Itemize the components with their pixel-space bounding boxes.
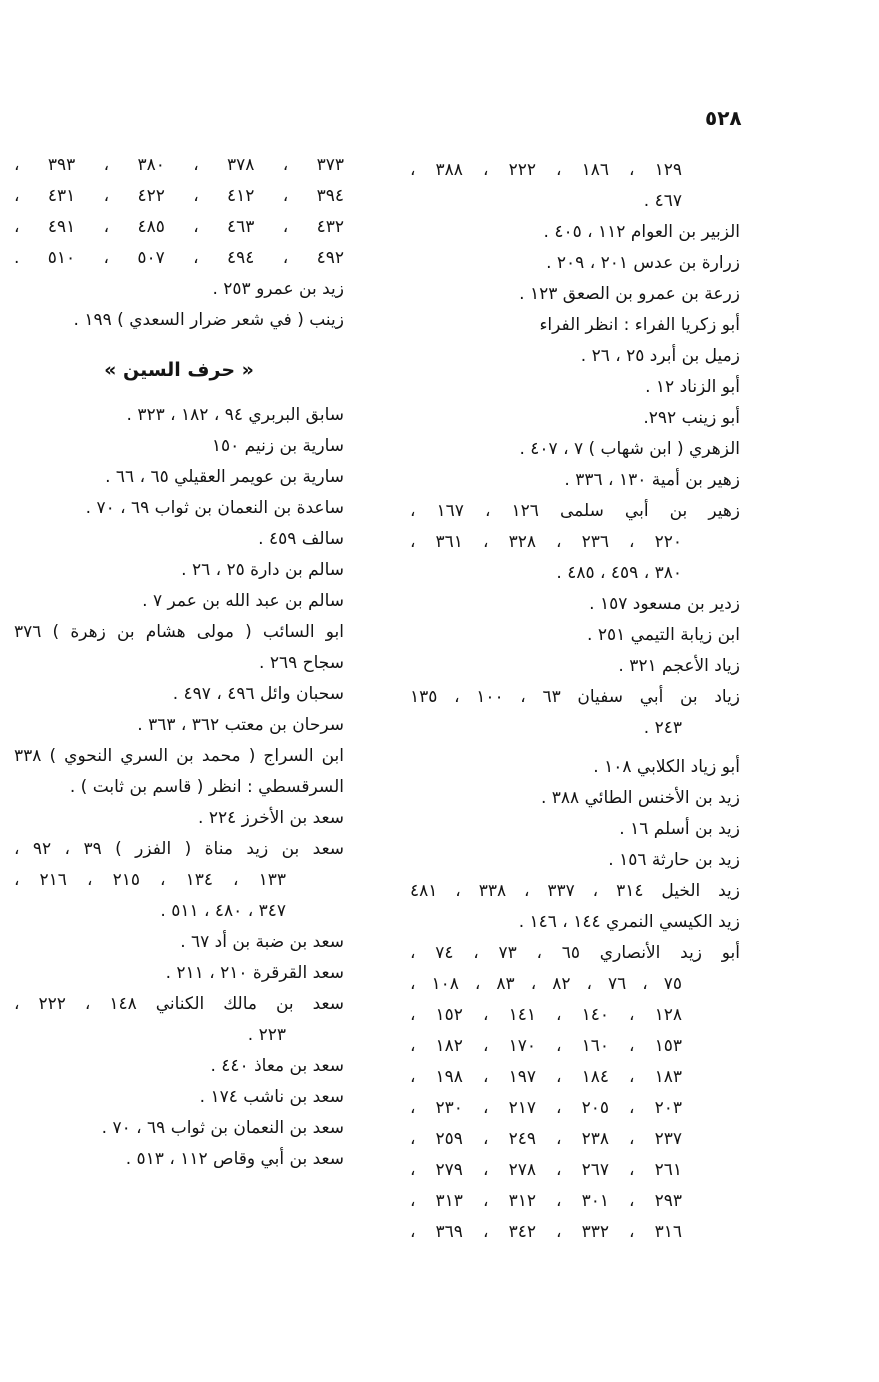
index-entry: سالم بن دارة ٢٥ ، ٢٦ . bbox=[181, 560, 344, 580]
index-entry: ٣٤٧ ، ٤٨٠ ، ٥١١ . bbox=[160, 901, 286, 921]
index-entry: زهير بن أبي سلمى ١٢٦ ، ١٦٧ ، bbox=[410, 501, 741, 521]
index-entry: زرعة بن عمرو بن الصعق ١٢٣ . bbox=[519, 284, 740, 304]
index-entry: سعد بن ناشب ١٧٤ . bbox=[199, 1087, 344, 1107]
index-entry: ٤٦٧ . bbox=[643, 191, 682, 211]
index-entry: سعد بن أبي وقاص ١١٢ ، ٥١٣ . bbox=[125, 1149, 344, 1169]
index-entry: زينب ( في شعر ضرار السعدي ) ١٩٩ . bbox=[73, 310, 344, 330]
index-entry: ١٢٨ ، ١٤٠ ، ١٤١ ، ١٥٢ ، bbox=[410, 1005, 682, 1025]
index-entry: زيد بن عمرو ٢٥٣ . bbox=[212, 279, 344, 299]
index-entry: أبو الزناد ١٢ . bbox=[645, 377, 740, 397]
index-entry: أبو زيد الأنصاري ٦٥ ، ٧٣ ، ٧٤ ، bbox=[410, 943, 741, 963]
index-entry: زرارة بن عدس ٢٠١ ، ٢٠٩ . bbox=[546, 253, 740, 273]
left-column bbox=[14, 150, 344, 1175]
index-entry: ٣٨٠ ، ٤٥٩ ، ٤٨٥ . bbox=[556, 563, 682, 583]
index-entry: سعد بن النعمان بن ثواب ٦٩ ، ٧٠ . bbox=[101, 1118, 344, 1138]
index-entry: ١٥٣ ، ١٦٠ ، ١٧٠ ، ١٨٢ ، bbox=[410, 1036, 682, 1056]
index-entry: الزهري ( ابن شهاب ) ٧ ، ٤٠٧ . bbox=[519, 439, 740, 459]
index-entry: أبو زياد الكلابي ١٠٨ . bbox=[593, 757, 740, 777]
right-column bbox=[410, 155, 740, 1248]
index-entry: أبو زكريا الفراء : انظر الفراء bbox=[539, 315, 740, 335]
index-entry: زياد الأعجم ٣٢١ . bbox=[618, 656, 740, 676]
section-heading-seen: « حرف السين » bbox=[104, 359, 254, 381]
index-entry: ابن السراج ( محمد بن السري النحوي ) ٣٣٨ bbox=[14, 746, 344, 766]
index-entry: زيد الخيل ٣١٤ ، ٣٣٧ ، ٣٣٨ ، ٤٨١ bbox=[410, 881, 741, 901]
index-entry: سعد بن الأخرز ٢٢٤ . bbox=[198, 808, 344, 828]
index-entry: زيد بن أسلم ١٦ . bbox=[619, 819, 740, 839]
index-entry: سعد بن زيد مناة ( الفزر ) ٣٩ ، ٩٢ ، bbox=[14, 839, 345, 859]
index-entry: ٢٢٠ ، ٢٣٦ ، ٣٢٨ ، ٣٦١ ، bbox=[410, 532, 682, 552]
index-entry: ٢٢٣ . bbox=[247, 1025, 286, 1045]
index-entry: سرحان بن معتب ٣٦٢ ، ٣٦٣ . bbox=[137, 715, 344, 735]
index-entry: زدير بن مسعود ١٥٧ . bbox=[589, 594, 740, 614]
index-entry: ساعدة بن النعمان بن ثواب ٦٩ ، ٧٠ . bbox=[85, 498, 344, 518]
index-entry: ٤٣٢ ، ٤٦٣ ، ٤٨٥ ، ٤٩١ ، bbox=[14, 217, 345, 237]
index-entry: زميل بن أبرد ٢٥ ، ٢٦ . bbox=[580, 346, 740, 366]
left-column-top-entries bbox=[14, 150, 344, 336]
index-entry: ٣٩٤ ، ٤١٢ ، ٤٢٢ ، ٤٣١ ، bbox=[14, 186, 345, 206]
index-entry: ٤٩٢ ، ٤٩٤ ، ٥٠٧ ، ٥١٠ . bbox=[14, 248, 344, 268]
index-entry: زهير بن أمية ١٣٠ ، ٣٣٦ . bbox=[564, 470, 740, 490]
index-entry: أبو زينب ٢٩٢. bbox=[643, 408, 740, 428]
left-column-bottom-entries bbox=[14, 400, 344, 1175]
index-entry: سعد القرقرة ٢١٠ ، ٢١١ . bbox=[165, 963, 344, 983]
index-entry: زيد بن الأخنس الطائي ٣٨٨ . bbox=[540, 788, 740, 808]
index-entry: ٢٦١ ، ٢٦٧ ، ٢٧٨ ، ٢٧٩ ، bbox=[410, 1160, 682, 1180]
index-entry: سابق البربري ٩٤ ، ١٨٢ ، ٣٢٣ . bbox=[126, 405, 344, 425]
page-number: ٥٢٨ bbox=[705, 106, 742, 130]
index-entry: زيد الكيسي النمري ١٤٤ ، ١٤٦ . bbox=[518, 912, 740, 932]
index-entry: ٣١٦ ، ٣٣٢ ، ٣٤٢ ، ٣٦٩ ، bbox=[410, 1222, 682, 1242]
index-entry: سجاح ٢٦٩ . bbox=[259, 653, 344, 673]
index-entry: زيد بن حارثة ١٥٦ . bbox=[608, 850, 740, 870]
index-entry: ٢٤٣ . bbox=[643, 718, 682, 738]
index-entry: سارية بن عويمر العقيلي ٦٥ ، ٦٦ . bbox=[105, 467, 344, 487]
index-entry: الزبير بن العوام ١١٢ ، ٤٠٥ . bbox=[543, 222, 740, 242]
index-entry: ٢٩٣ ، ٣٠١ ، ٣١٢ ، ٣١٣ ، bbox=[410, 1191, 682, 1211]
index-entry: زياد بن أبي سفيان ٦٣ ، ١٠٠ ، ١٣٥ bbox=[410, 687, 741, 707]
index-entry: سارية بن زنيم ١٥٠ bbox=[211, 436, 344, 456]
index-entry: ١٢٩ ، ١٨٦ ، ٢٢٢ ، ٣٨٨ ، bbox=[410, 160, 682, 180]
index-entry: سعد بن مالك الكناني ١٤٨ ، ٢٢٢ ، bbox=[14, 994, 344, 1014]
index-entry: ٧٥ ، ٧٦ ، ٨٢ ، ٨٣ ، ١٠٨ ، bbox=[410, 974, 683, 994]
index-entry: ابن زيابة التيمي ٢٥١ . bbox=[587, 625, 740, 645]
index-entry: سالم بن عبد الله بن عمر ٧ . bbox=[142, 591, 344, 611]
index-entry: سحبان وائل ٤٩٦ ، ٤٩٧ . bbox=[172, 684, 344, 704]
index-entry: السرقسطي : انظر ( قاسم بن ثابت ) . bbox=[69, 777, 344, 797]
index-entry: سالف ٤٥٩ . bbox=[258, 529, 344, 549]
index-entry: ابو السائب ( مولى هشام بن زهرة ) ٣٧٦ bbox=[14, 622, 344, 642]
index-entry: ٣٧٣ ، ٣٧٨ ، ٣٨٠ ، ٣٩٣ ، bbox=[14, 155, 345, 175]
index-entry: ٢٠٣ ، ٢٠٥ ، ٢١٧ ، ٢٣٠ ، bbox=[410, 1098, 682, 1118]
index-entry: سعد بن ضبة بن أد ٦٧ . bbox=[180, 932, 344, 952]
index-entry: سعد بن معاذ ٤٤٠ . bbox=[210, 1056, 344, 1076]
index-entry: ١٣٣ ، ١٣٤ ، ٢١٥ ، ٢١٦ ، bbox=[14, 870, 286, 890]
index-entry: ١٨٣ ، ١٨٤ ، ١٩٧ ، ١٩٨ ، bbox=[410, 1067, 682, 1087]
index-entry: ٢٣٧ ، ٢٣٨ ، ٢٤٩ ، ٢٥٩ ، bbox=[410, 1129, 682, 1149]
